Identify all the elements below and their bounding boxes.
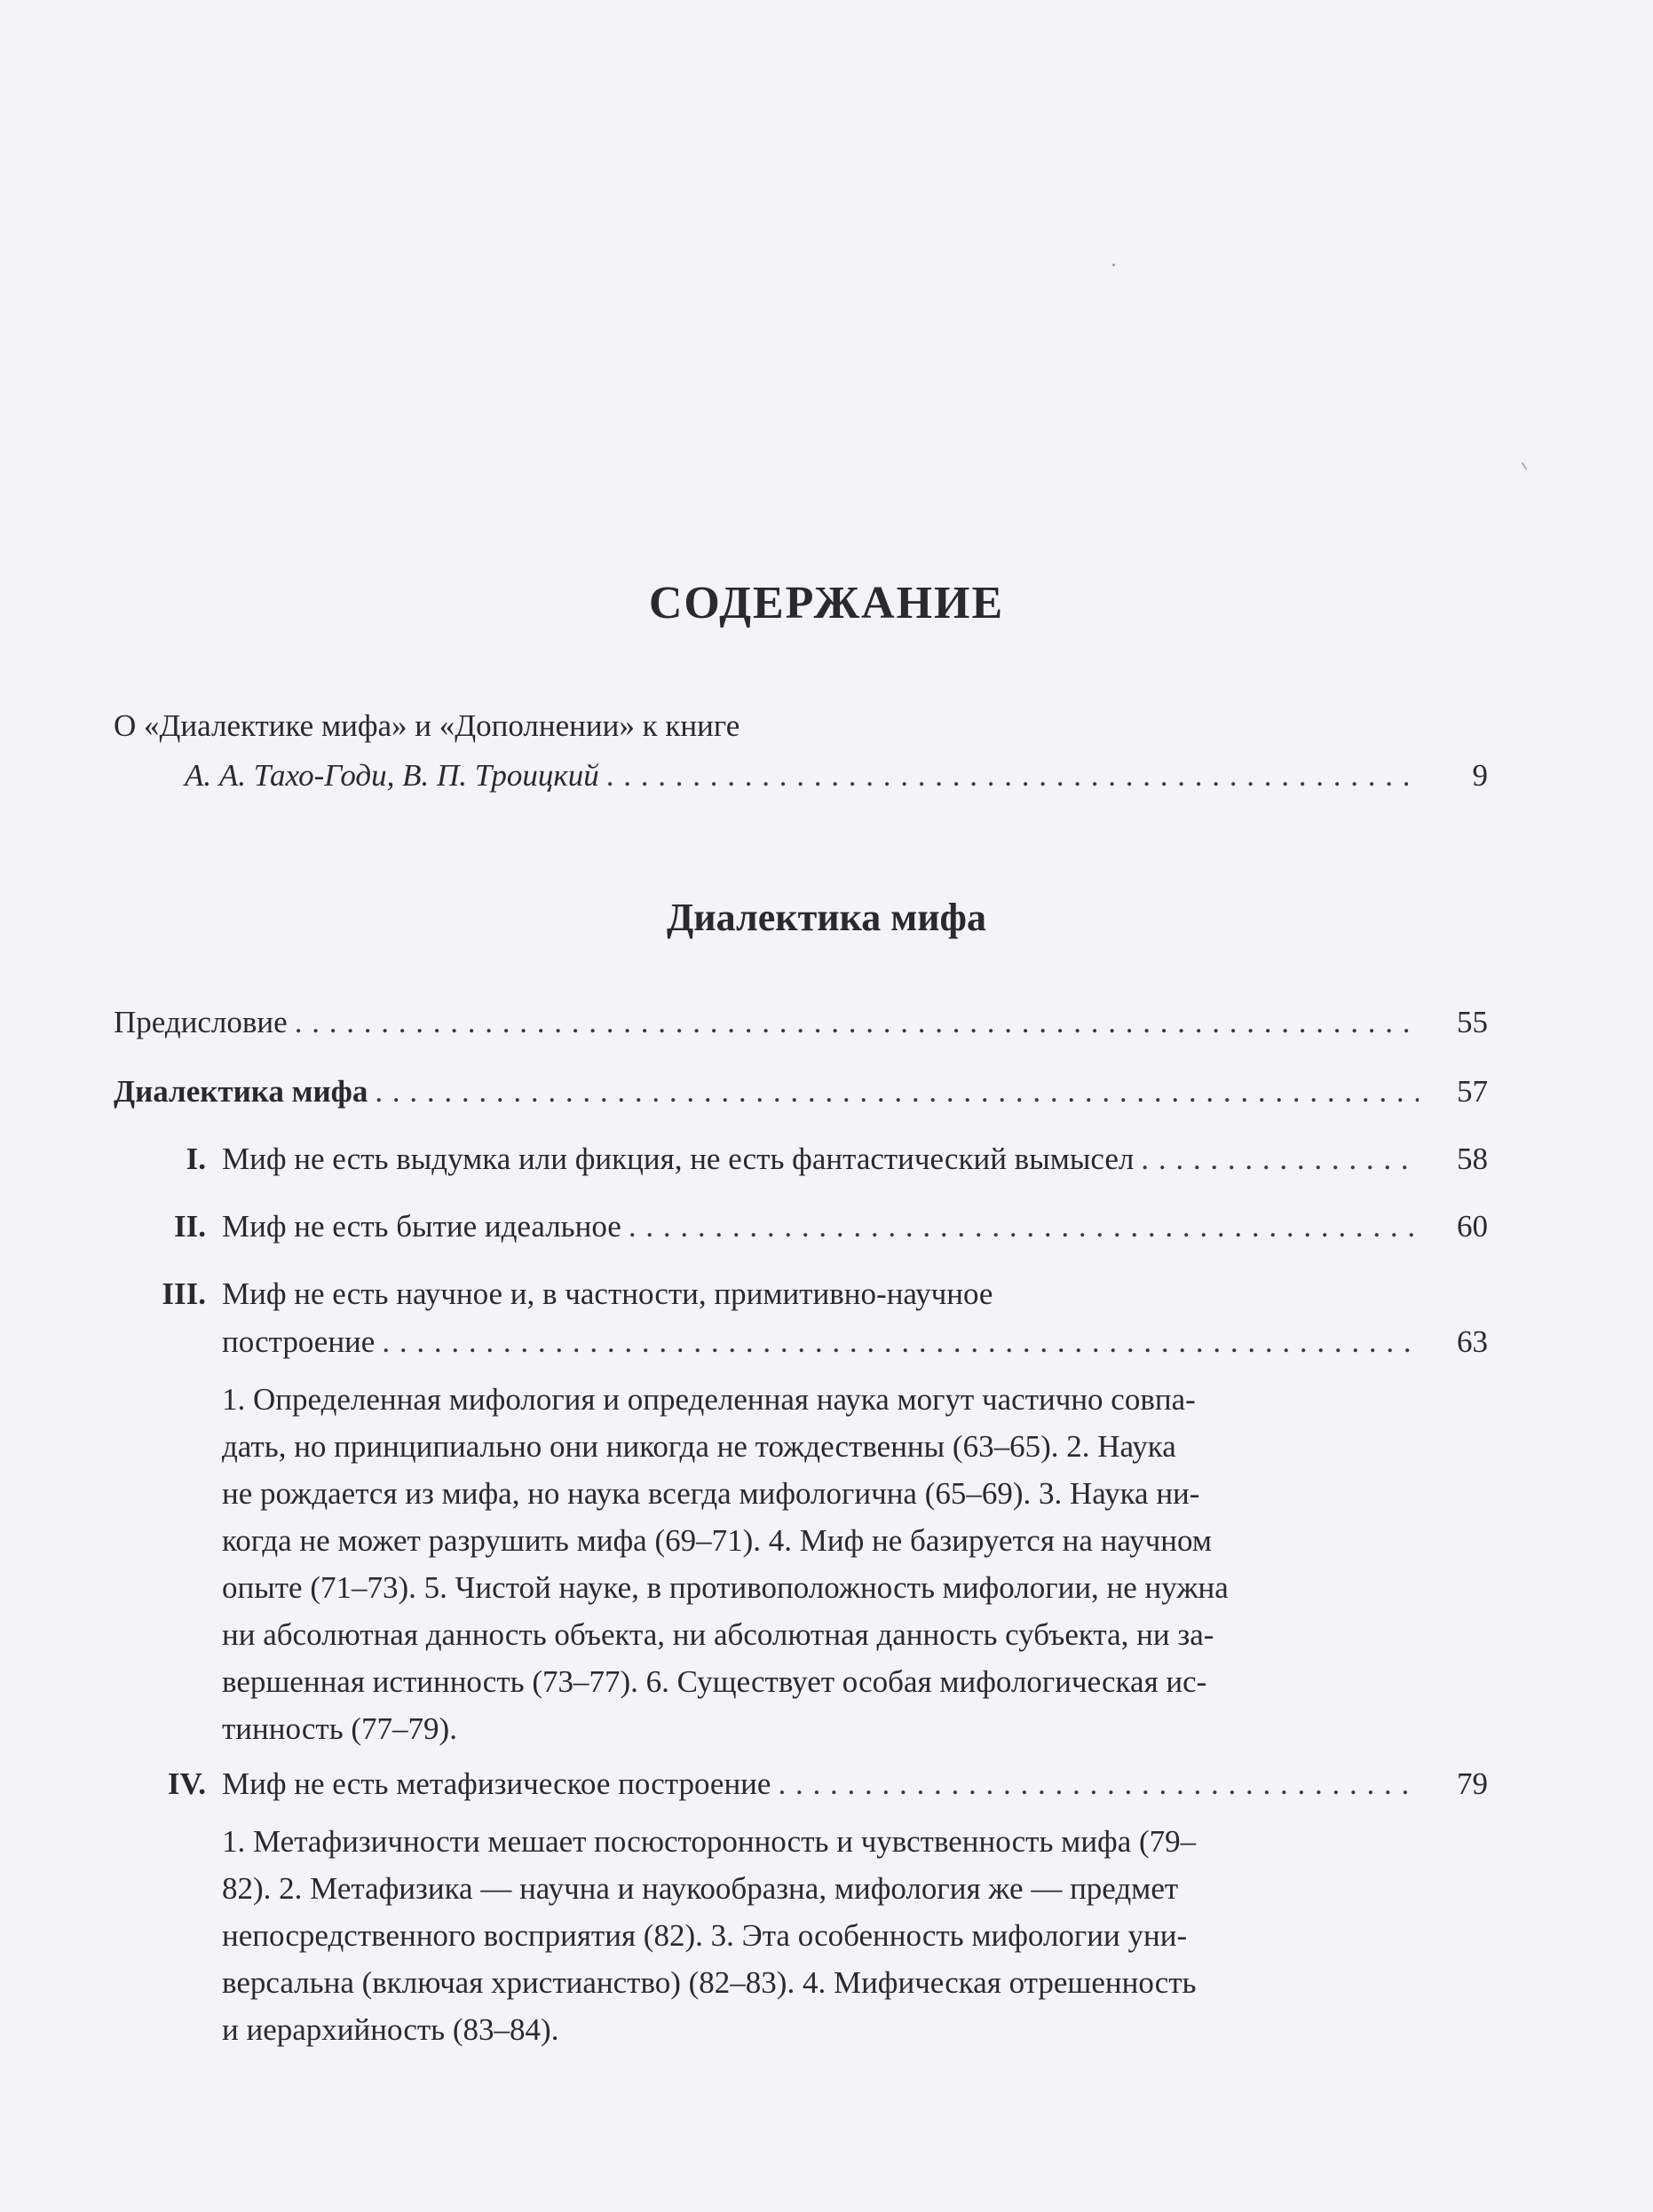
leader-dots xyxy=(778,1768,1419,1799)
chapter-numeral: I. xyxy=(186,1142,206,1176)
chapter-3-summary xyxy=(222,1376,1493,1752)
page-number: 58 xyxy=(1457,1142,1488,1176)
page-number: 57 xyxy=(1457,1074,1488,1109)
entry-label: Миф не есть научное и, в частности, примитивно-научное xyxy=(222,1276,993,1311)
leader-dots xyxy=(1141,1143,1419,1174)
contents-title: СОДЕРЖАНИЕ xyxy=(648,578,1005,628)
section-title: Диалектика мифа xyxy=(667,896,986,939)
toc-entry-chapter-1[interactable] xyxy=(126,1143,1488,1174)
leader-dots xyxy=(629,1211,1419,1242)
entry-label: Предисловие xyxy=(114,1005,288,1039)
summary-line: опыте (71–73). 5. Чистой науке, в противоположность мифологии, не нужна xyxy=(222,1570,1229,1605)
page-number: 55 xyxy=(1457,1005,1488,1039)
leader-dots xyxy=(375,1076,1419,1107)
chapter-numeral: IV. xyxy=(167,1766,206,1801)
leader-dots xyxy=(606,760,1419,791)
summary-line: и иерархийность (83–84). xyxy=(222,2012,559,2047)
chapter-4-summary xyxy=(222,1818,1493,2053)
toc-entry-chapter-2[interactable] xyxy=(126,1211,1488,1242)
page-number: 9 xyxy=(1472,758,1488,793)
summary-line: версальна (включая христианство) (82–83). 4. Мифическая отрешенность xyxy=(222,1965,1197,2000)
summary-line: дать, но принципиально они никогда не тождественны (63–65). 2. Наука xyxy=(222,1429,1176,1464)
toc-entry-intro[interactable] xyxy=(185,760,1488,791)
toc-entry-chapter-3-line1[interactable] xyxy=(126,1278,993,1309)
summary-line: не рождается из мифа, но наука всегда мифологична (65–69). 3. Наука ни- xyxy=(222,1476,1200,1511)
entry-label: Диалектика мифа xyxy=(114,1074,368,1109)
toc-entry-chapter-3[interactable] xyxy=(222,1326,1488,1357)
summary-line: 1. Определенная мифология и определенная наука могут частично совпа- xyxy=(222,1382,1196,1417)
intro-line: О «Диалектике мифа» и «Дополнении» к книге xyxy=(114,708,740,743)
toc-entry-chapter-4[interactable] xyxy=(126,1768,1488,1799)
summary-line: 1. Метафизичности мешает посюсторонность и чувственность мифа (79– xyxy=(222,1824,1197,1859)
leader-dots xyxy=(295,1007,1419,1038)
toc-entry-main[interactable] xyxy=(114,1076,1488,1107)
toc-entry-preface[interactable] xyxy=(114,1007,1488,1038)
paper-speck xyxy=(1112,264,1115,266)
page-number: 60 xyxy=(1457,1209,1488,1244)
page-number: 79 xyxy=(1457,1766,1488,1801)
summary-line: когда не может разрушить мифа (69–71). 4. Миф не базируется на научном xyxy=(222,1523,1212,1558)
entry-label: Миф не есть выдумка или фикция, не есть фантастический вымысел xyxy=(222,1142,1135,1176)
chapter-numeral: II. xyxy=(174,1209,206,1244)
page-number: 63 xyxy=(1457,1324,1488,1359)
summary-line: тинность (77–79). xyxy=(222,1711,457,1746)
summary-line: вершенная истинность (73–77). 6. Существует особая мифологическая ис- xyxy=(222,1664,1207,1699)
summary-line: ни абсолютная данность объекта, ни абсолютная данность субъекта, ни за- xyxy=(222,1617,1214,1652)
chapter-numeral: III. xyxy=(162,1276,206,1311)
summary-line: 82). 2. Метафизика — научна и наукообразна, мифология же — предмет xyxy=(222,1871,1179,1906)
leader-dots xyxy=(382,1326,1419,1357)
entry-label: Миф не есть бытие идеальное xyxy=(222,1209,621,1244)
intro-authors: А. А. Тахо-Годи, В. П. Троицкий xyxy=(185,758,599,793)
entry-label: Миф не есть метафизическое построение xyxy=(222,1766,771,1801)
paper-speck xyxy=(1521,462,1527,470)
summary-line: непосредственного восприятия (82). 3. Эта особенность мифологии уни- xyxy=(222,1918,1188,1953)
entry-label: построение xyxy=(222,1324,376,1359)
